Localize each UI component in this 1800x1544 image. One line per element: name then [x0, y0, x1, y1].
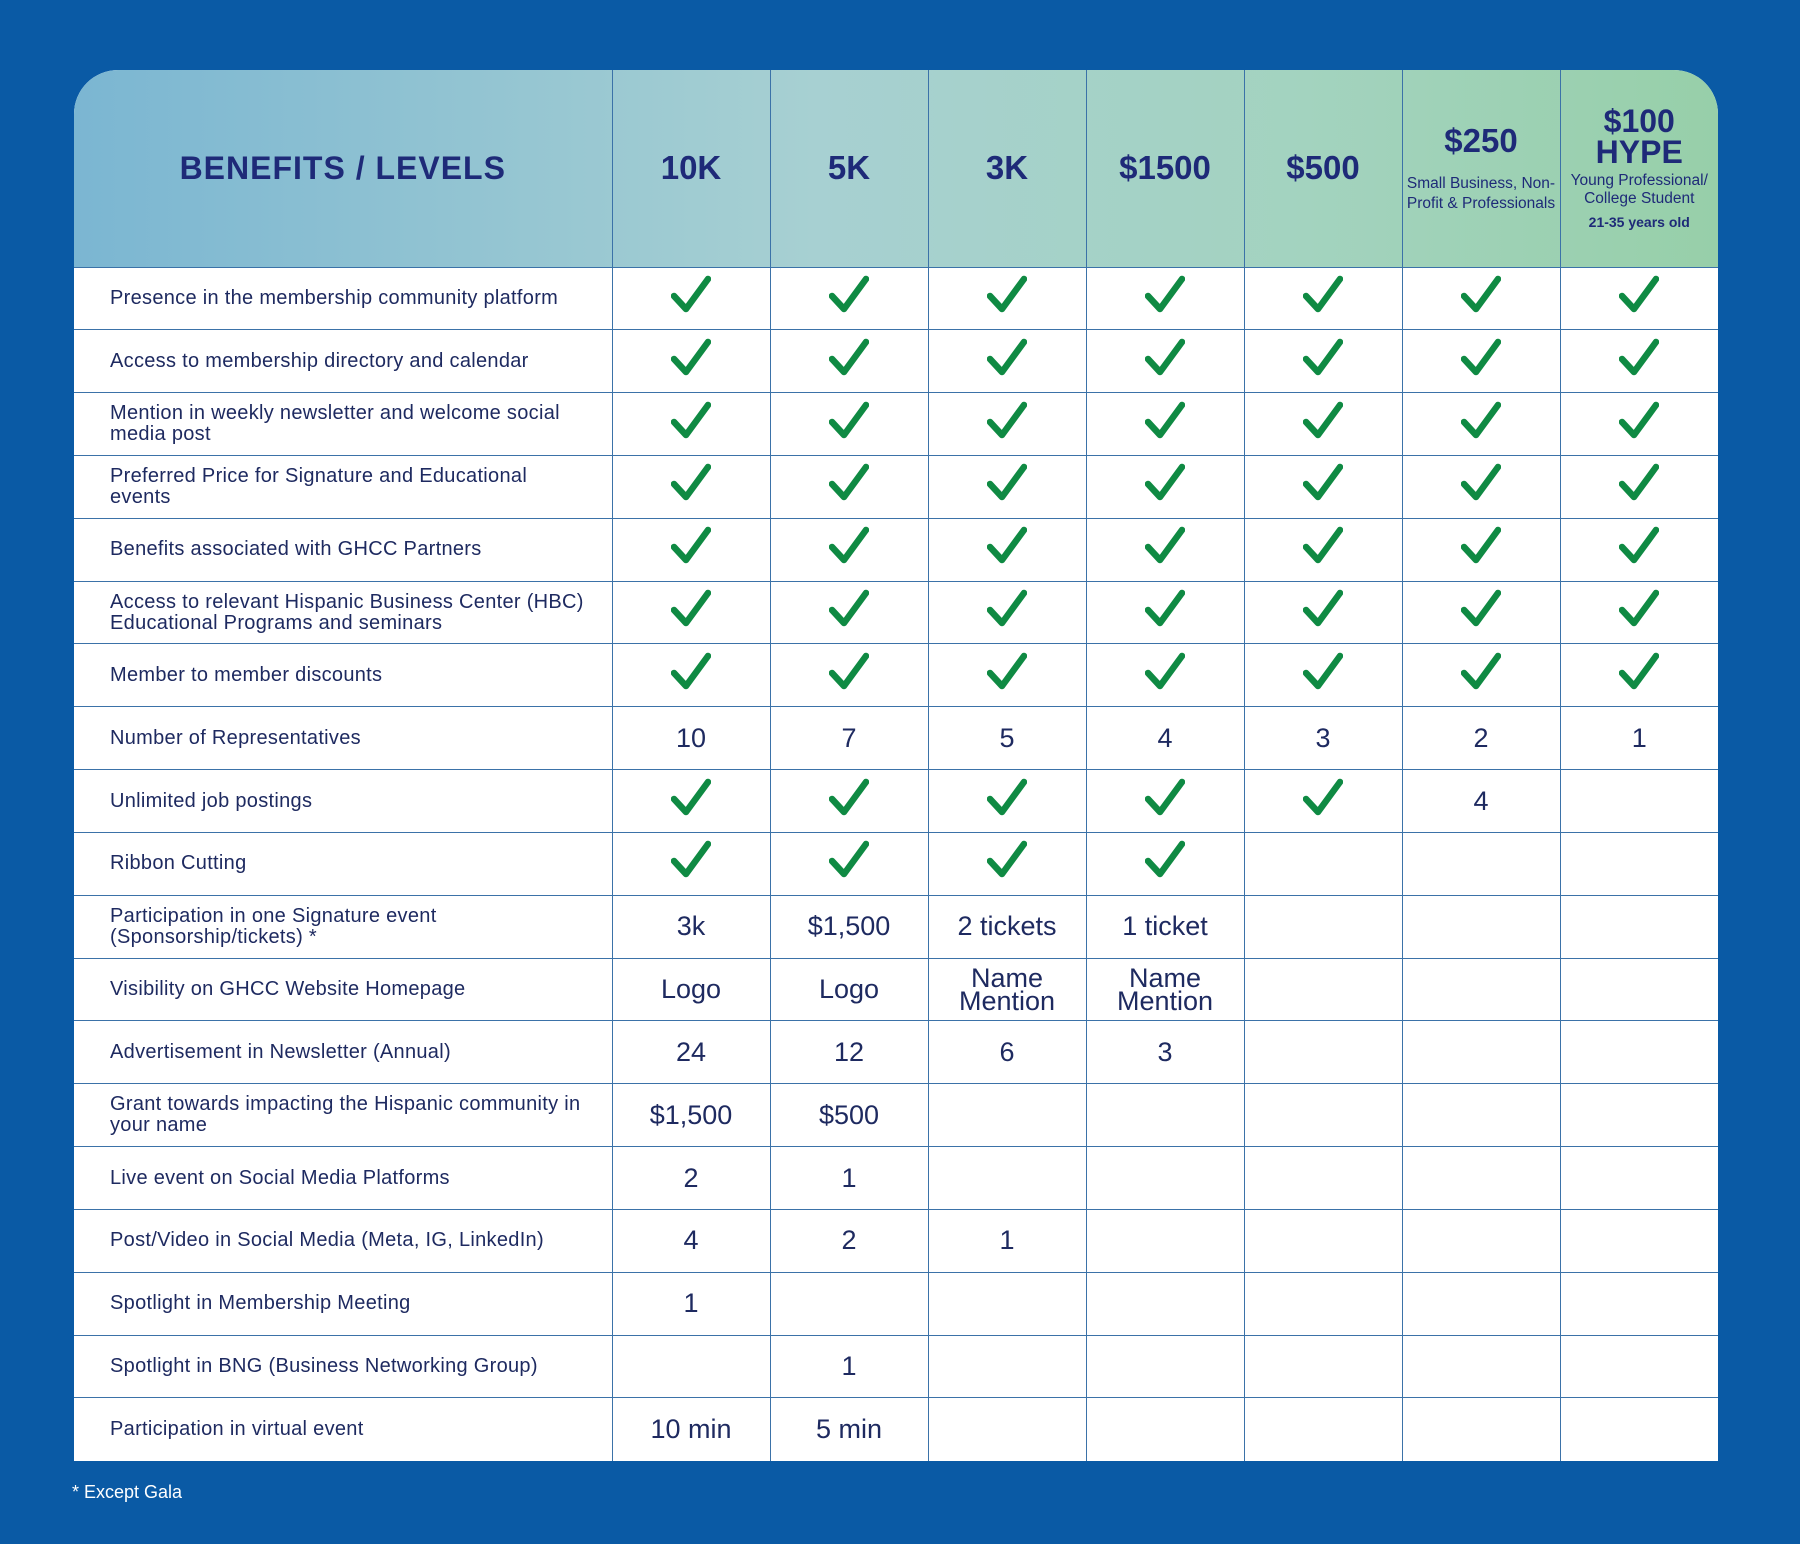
check-icon [987, 589, 1027, 629]
check-icon [1619, 338, 1659, 378]
level-cell [612, 581, 770, 644]
header-level-100-sub: Young Professional/ College Student [1570, 172, 1708, 208]
benefit-label: Advertisement in Newsletter (Annual) [74, 1021, 612, 1084]
level-cell [1086, 958, 1244, 1021]
level-cell [612, 1335, 770, 1398]
level-cell [1402, 518, 1560, 581]
check-icon [1461, 463, 1501, 503]
level-cell [1086, 518, 1244, 581]
benefits-table [74, 70, 1718, 1461]
table-row [74, 267, 1718, 330]
level-cell [770, 330, 928, 393]
level-cell [1086, 1021, 1244, 1084]
table-row [74, 455, 1718, 518]
level-cell [612, 958, 770, 1021]
check-icon [1145, 401, 1185, 441]
level-cell [928, 1398, 1086, 1461]
level-cell [1560, 1335, 1718, 1398]
cell-value: 3 [1157, 1036, 1173, 1067]
table-row [74, 707, 1718, 770]
table-row [74, 1147, 1718, 1210]
level-cell [1560, 267, 1718, 330]
check-icon [671, 275, 711, 315]
cell-value: $1,500 [649, 1099, 733, 1130]
check-icon [1303, 463, 1343, 503]
level-cell [1086, 267, 1244, 330]
level-cell [1244, 1209, 1402, 1272]
level-cell [770, 1398, 928, 1461]
level-cell [1086, 644, 1244, 707]
cell-value: 1 ticket [1122, 911, 1208, 942]
level-cell [1560, 393, 1718, 456]
cell-value: 1 [683, 1288, 699, 1319]
check-icon [1145, 275, 1185, 315]
check-icon [671, 526, 711, 566]
level-cell [1560, 895, 1718, 958]
benefit-label: Live event on Social Media Platforms [74, 1147, 612, 1210]
check-icon [829, 338, 869, 378]
table-row [74, 1084, 1718, 1147]
level-cell [612, 770, 770, 833]
level-cell [612, 832, 770, 895]
check-icon [1145, 778, 1185, 818]
level-cell [1244, 1084, 1402, 1147]
level-cell [1560, 1398, 1718, 1461]
level-cell [1086, 1272, 1244, 1335]
level-cell [612, 1398, 770, 1461]
check-icon [987, 275, 1027, 315]
cell-value: 5 [999, 722, 1015, 753]
check-icon [1145, 589, 1185, 629]
cell-value: Name Mention [1116, 962, 1214, 1016]
level-cell [928, 1084, 1086, 1147]
header-title: BENEFITS / LEVELS [74, 70, 612, 267]
level-cell [1402, 1335, 1560, 1398]
footnote: * Except Gala [72, 1482, 183, 1502]
check-icon [829, 589, 869, 629]
level-cell [770, 1147, 928, 1210]
cell-value: 2 tickets [957, 911, 1057, 942]
level-cell [1402, 267, 1560, 330]
level-cell [1244, 1147, 1402, 1210]
level-cell [1086, 895, 1244, 958]
table-row [74, 1398, 1718, 1461]
benefit-label: Number of Representatives [74, 707, 612, 770]
level-cell [612, 707, 770, 770]
level-cell [1086, 393, 1244, 456]
level-cell [1244, 1272, 1402, 1335]
benefit-label: Grant towards impacting the Hispanic community in your name [74, 1084, 612, 1147]
cell-value: Logo [660, 974, 722, 1005]
level-cell [1402, 1021, 1560, 1084]
level-cell [1402, 581, 1560, 644]
level-cell [1402, 770, 1560, 833]
level-cell [1560, 1272, 1718, 1335]
level-cell [1560, 1147, 1718, 1210]
header-level-10k: 10K [612, 70, 770, 267]
level-cell [770, 267, 928, 330]
cell-value: 2 [683, 1162, 699, 1193]
check-icon [1461, 275, 1501, 315]
table-row [74, 1021, 1718, 1084]
level-cell [770, 707, 928, 770]
check-icon [987, 401, 1027, 441]
cell-value: Name Mention [958, 962, 1056, 1016]
benefit-label: Access to membership directory and calendar [74, 330, 612, 393]
benefit-label: Post/Video in Social Media (Meta, IG, LinkedIn) [74, 1209, 612, 1272]
check-icon [1619, 526, 1659, 566]
level-cell [1402, 455, 1560, 518]
cell-value: $500 [818, 1099, 880, 1130]
benefit-label: Member to member discounts [74, 644, 612, 707]
header-level-500: $500 [1244, 70, 1402, 267]
level-cell [770, 895, 928, 958]
level-cell [1402, 1209, 1560, 1272]
level-cell [1086, 1335, 1244, 1398]
level-cell [612, 1272, 770, 1335]
cell-value: 1 [1631, 722, 1647, 753]
check-icon [1619, 463, 1659, 503]
check-icon [1461, 338, 1501, 378]
check-icon [1145, 463, 1185, 503]
level-cell [770, 455, 928, 518]
benefits-card [74, 70, 1718, 1461]
level-cell [928, 393, 1086, 456]
check-icon [987, 840, 1027, 880]
table-row [74, 393, 1718, 456]
check-icon [987, 778, 1027, 818]
check-icon [1461, 652, 1501, 692]
cell-value: $1,500 [807, 911, 891, 942]
table-row [74, 1335, 1718, 1398]
level-cell [1560, 1021, 1718, 1084]
level-cell [928, 832, 1086, 895]
level-cell [1244, 1021, 1402, 1084]
header-level-100-hype [1560, 70, 1718, 267]
level-cell [770, 770, 928, 833]
check-icon [829, 840, 869, 880]
level-cell [1402, 644, 1560, 707]
check-icon [1303, 589, 1343, 629]
check-icon [671, 840, 711, 880]
level-cell [612, 1147, 770, 1210]
cell-value: 10 min [650, 1414, 732, 1445]
level-cell [770, 1272, 928, 1335]
level-cell [1086, 455, 1244, 518]
level-cell [1244, 707, 1402, 770]
level-cell [928, 267, 1086, 330]
cell-value: 12 [833, 1036, 865, 1067]
header-level-5k: 5K [770, 70, 928, 267]
table-row [74, 958, 1718, 1021]
level-cell [928, 958, 1086, 1021]
table-row [74, 644, 1718, 707]
cell-value: 2 [1473, 722, 1489, 753]
check-icon [1303, 652, 1343, 692]
benefit-label: Ribbon Cutting [74, 832, 612, 895]
level-cell [928, 644, 1086, 707]
level-cell [1244, 330, 1402, 393]
level-cell [928, 770, 1086, 833]
level-cell [1560, 707, 1718, 770]
level-cell [1560, 518, 1718, 581]
level-cell [612, 330, 770, 393]
level-cell [1244, 1398, 1402, 1461]
level-cell [1086, 1147, 1244, 1210]
benefit-label: Access to relevant Hispanic Business Center (HBC) Educational Programs and seminars [74, 581, 612, 644]
check-icon [671, 338, 711, 378]
cell-value: 6 [999, 1036, 1015, 1067]
check-icon [1145, 840, 1185, 880]
level-cell [770, 832, 928, 895]
table-row [74, 770, 1718, 833]
level-cell [928, 581, 1086, 644]
level-cell [1244, 895, 1402, 958]
header-level-hype-label: HYPE [1595, 134, 1683, 171]
check-icon [1619, 401, 1659, 441]
check-icon [1303, 401, 1343, 441]
benefit-label: Spotlight in Membership Meeting [74, 1272, 612, 1335]
benefits-body [74, 267, 1718, 1461]
check-icon [1461, 589, 1501, 629]
cell-value: 4 [683, 1225, 699, 1256]
level-cell [928, 1335, 1086, 1398]
level-cell [1086, 832, 1244, 895]
level-cell [1086, 1398, 1244, 1461]
check-icon [671, 778, 711, 818]
level-cell [1086, 707, 1244, 770]
level-cell [1402, 1398, 1560, 1461]
check-icon [987, 463, 1027, 503]
cell-value: 10 [675, 722, 707, 753]
header-level-100-age: 21-35 years old [1588, 214, 1690, 231]
check-icon [1303, 275, 1343, 315]
benefit-label: Presence in the membership community platform [74, 267, 612, 330]
check-icon [1303, 338, 1343, 378]
level-cell [612, 393, 770, 456]
cell-value: 3 [1315, 722, 1331, 753]
level-cell [1086, 581, 1244, 644]
level-cell [1402, 393, 1560, 456]
level-cell [1560, 958, 1718, 1021]
check-icon [987, 526, 1027, 566]
level-cell [1244, 518, 1402, 581]
table-row [74, 581, 1718, 644]
level-cell [1560, 330, 1718, 393]
level-cell [612, 1084, 770, 1147]
level-cell [612, 895, 770, 958]
header-row [74, 70, 1718, 267]
level-cell [1402, 330, 1560, 393]
level-cell [770, 393, 928, 456]
benefit-label: Participation in virtual event [110, 1418, 364, 1441]
cell-value: 3k [676, 911, 706, 942]
table-row [74, 518, 1718, 581]
cell-value: 1 [841, 1350, 857, 1381]
benefit-label: Unlimited job postings [74, 770, 612, 833]
check-icon [1303, 778, 1343, 818]
header-level-250-sub: Small Business, Non-Profit & Professionals [1406, 175, 1556, 213]
level-cell [1244, 393, 1402, 456]
header-level-1500: $1500 [1086, 70, 1244, 267]
level-cell [1402, 1147, 1560, 1210]
level-cell [1402, 832, 1560, 895]
check-icon [1619, 589, 1659, 629]
cell-value: 2 [841, 1225, 857, 1256]
level-cell [770, 581, 928, 644]
level-cell [928, 330, 1086, 393]
level-cell [770, 518, 928, 581]
table-row [74, 1272, 1718, 1335]
table-row [74, 832, 1718, 895]
cell-value: 1 [999, 1225, 1015, 1256]
level-cell [1244, 958, 1402, 1021]
level-cell [612, 518, 770, 581]
level-cell [928, 895, 1086, 958]
level-cell [1244, 267, 1402, 330]
benefit-label: Benefits associated with GHCC Partners [74, 518, 612, 581]
level-cell [1402, 1084, 1560, 1147]
header-level-100-label: $100 [1603, 103, 1675, 140]
level-cell [1560, 644, 1718, 707]
level-cell [928, 1147, 1086, 1210]
header-level-250-label: $250 [1444, 122, 1518, 160]
level-cell [1244, 832, 1402, 895]
level-cell [770, 1021, 928, 1084]
benefit-label: Spotlight in BNG (Business Networking Group) [74, 1335, 612, 1398]
level-cell [1086, 770, 1244, 833]
benefit-label: Preferred Price for Signature and Educational events [74, 455, 612, 518]
check-icon [1461, 526, 1501, 566]
check-icon [829, 526, 869, 566]
level-cell [770, 1209, 928, 1272]
level-cell [1402, 707, 1560, 770]
level-cell [928, 1272, 1086, 1335]
level-cell [928, 1021, 1086, 1084]
table-row [74, 330, 1718, 393]
level-cell [1244, 455, 1402, 518]
level-cell [1244, 581, 1402, 644]
check-icon [1303, 526, 1343, 566]
level-cell [1402, 1272, 1560, 1335]
check-icon [671, 589, 711, 629]
check-icon [987, 652, 1027, 692]
check-icon [987, 338, 1027, 378]
header-level-3k: 3K [928, 70, 1086, 267]
benefit-label: Participation in one Signature event (Sponsorship/tickets) * [74, 895, 612, 958]
check-icon [671, 652, 711, 692]
cell-value: Logo [818, 974, 880, 1005]
level-cell [1086, 330, 1244, 393]
level-cell [1560, 770, 1718, 833]
check-icon [829, 652, 869, 692]
level-cell [1560, 1084, 1718, 1147]
level-cell [612, 1021, 770, 1084]
level-cell [770, 644, 928, 707]
header-level-250 [1402, 70, 1560, 267]
check-icon [1619, 652, 1659, 692]
check-icon [1145, 652, 1185, 692]
level-cell [1086, 1209, 1244, 1272]
check-icon [671, 463, 711, 503]
benefit-label: Mention in weekly newsletter and welcome social media post [74, 393, 612, 456]
level-cell [612, 455, 770, 518]
level-cell [1244, 644, 1402, 707]
level-cell [612, 267, 770, 330]
level-cell [1402, 958, 1560, 1021]
level-cell [1560, 1209, 1718, 1272]
check-icon [829, 463, 869, 503]
level-cell [612, 1209, 770, 1272]
level-cell [1244, 770, 1402, 833]
cell-value: 4 [1473, 785, 1489, 816]
level-cell [928, 518, 1086, 581]
check-icon [1145, 526, 1185, 566]
cell-value: 24 [675, 1036, 707, 1067]
level-cell [770, 1335, 928, 1398]
cell-value: 7 [841, 722, 857, 753]
check-icon [1619, 275, 1659, 315]
level-cell [1560, 832, 1718, 895]
check-icon [1461, 401, 1501, 441]
table-row [74, 895, 1718, 958]
level-cell [1086, 1084, 1244, 1147]
level-cell [928, 455, 1086, 518]
level-cell [1560, 581, 1718, 644]
level-cell [770, 958, 928, 1021]
level-cell [1402, 895, 1560, 958]
check-icon [1145, 338, 1185, 378]
check-icon [829, 275, 869, 315]
check-icon [829, 778, 869, 818]
table-row [74, 1209, 1718, 1272]
check-icon [829, 401, 869, 441]
level-cell [928, 707, 1086, 770]
level-cell [1560, 455, 1718, 518]
check-icon [671, 401, 711, 441]
level-cell [770, 1084, 928, 1147]
level-cell [928, 1209, 1086, 1272]
cell-value: 1 [841, 1162, 857, 1193]
benefit-label: Visibility on GHCC Website Homepage [74, 958, 612, 1021]
level-cell [612, 644, 770, 707]
level-cell [1244, 1335, 1402, 1398]
cell-value: 5 min [815, 1414, 883, 1445]
cell-value: 4 [1157, 722, 1173, 753]
